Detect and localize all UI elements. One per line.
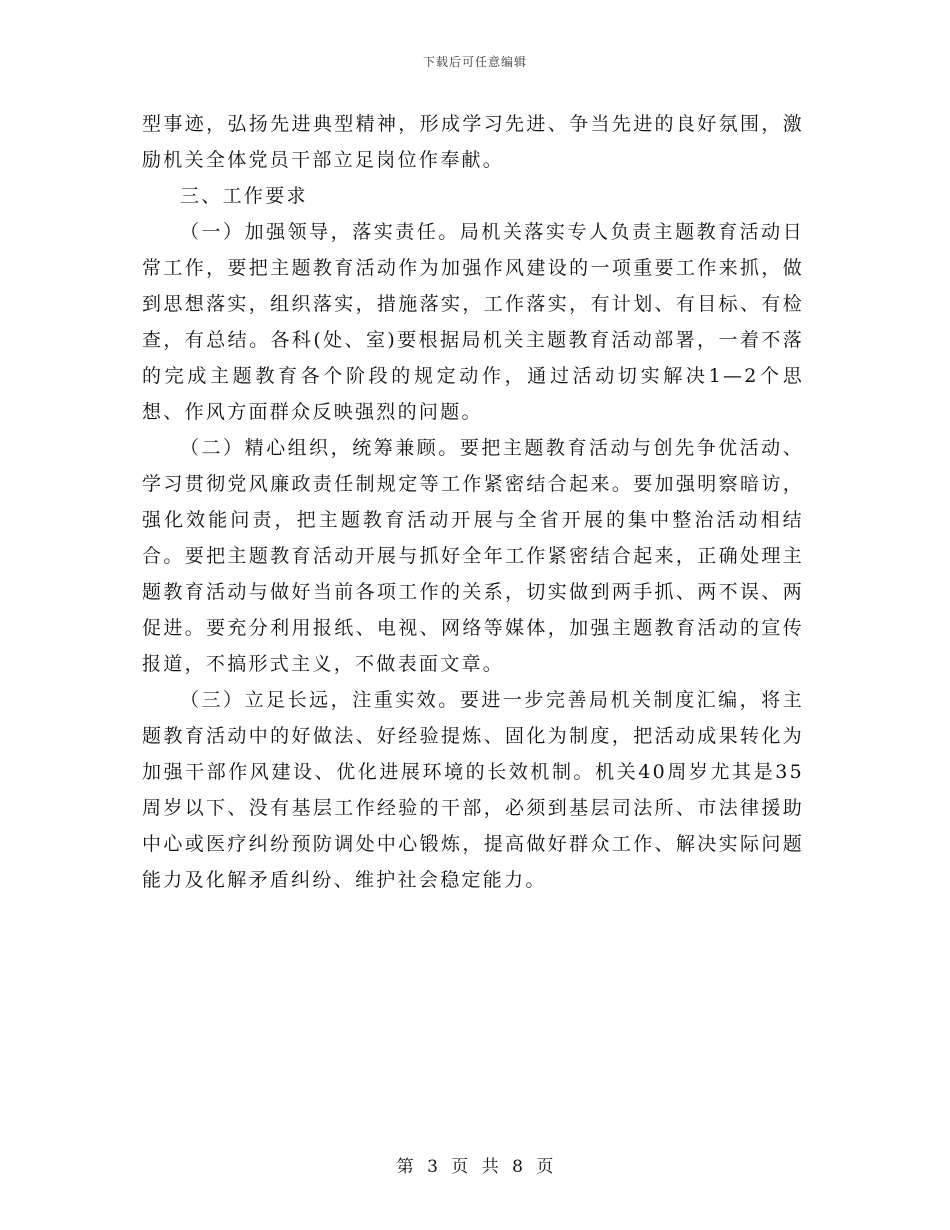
paragraph-requirement-1: （一）加强领导，落实责任。局机关落实专人负责主题教育活动日常工作，要把主题教育活动作为加强作风建设的一项重要工作来抓，做到思想落实，组织落实，措施落实，工作落实，有计划、有目标、有检查，有总结。各科(处、室)要根据局机关主题教育活动部署，一着不落的完成主题教育各个阶段的规定动作，通过活动切实解决1—2个思想、作风方面群众反映强烈的问题。 xyxy=(142,221,804,423)
download-note: 下载后可任意编辑 xyxy=(422,55,527,69)
document-body xyxy=(142,106,804,898)
section-heading-work-requirements: 三、工作要求 xyxy=(180,185,308,207)
paragraph-continuation: 型事迹，弘扬先进典型精神，形成学习先进、争当先进的良好氛围，激励机关全体党员干部立足岗位作奉献。 xyxy=(142,113,804,171)
paragraph-requirement-3: （三）立足长远，注重实效。要进一步完善局机关制度汇编，将主题教育活动中的好做法、好经验提炼、固化为制度，把活动成果转化为加强干部作风建设、优化进展环境的长效机制。机关40周岁尤其是35周岁以下、没有基层工作经验的干部，必须到基层司法所、市法律援助中心或医疗纠纷预防调处中心锻炼，提高做好群众工作、解决实际问题能力及化解矛盾纠纷、维护社会稳定能力。 xyxy=(142,689,804,891)
page-number: 第 3 页 共 8 页 xyxy=(396,1157,554,1177)
paragraph-requirement-2: （二）精心组织，统筹兼顾。要把主题教育活动与创先争优活动、学习贯彻党风廉政责任制规定等工作紧密结合起来。要加强明察暗访，强化效能问责，把主题教育活动开展与全省开展的集中整治活动相结合。要把主题教育活动开展与抓好全年工作紧密结合起来，正确处理主题教育活动与做好当前各项工作的关系，切实做到两手抓、两不误、两促进。要充分利用报纸、电视、网络等媒体，加强主题教育活动的宣传报道，不搞形式主义，不做表面文章。 xyxy=(142,437,804,675)
